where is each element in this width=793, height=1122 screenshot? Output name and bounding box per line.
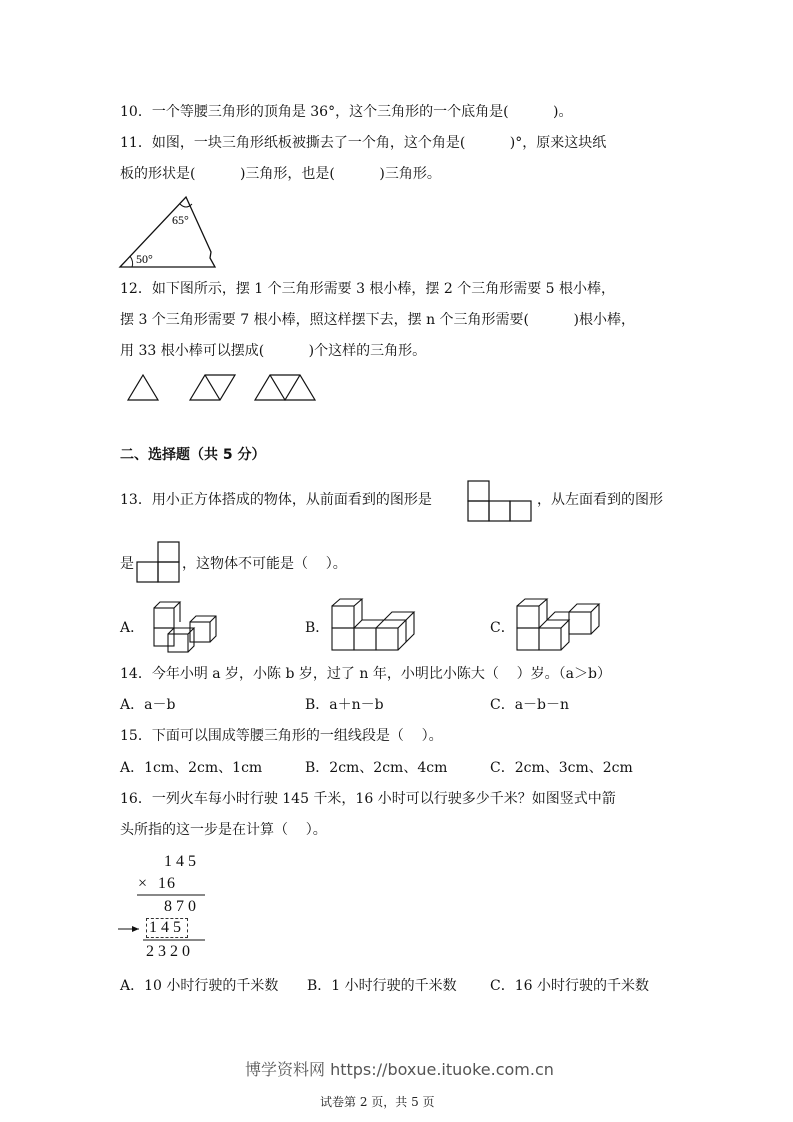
calc-lines	[115, 893, 215, 943]
option-16-a[interactable]: A．10 小时行驶的千米数	[120, 978, 279, 994]
question-15: 15．下面可以围成等腰三角形的一组线段是（ ）。	[120, 728, 443, 744]
question-12-line1: 12．如下图所示，摆 1 个三角形需要 3 根小棒，摆 2 个三角形需要 5 根小棒，	[120, 281, 616, 297]
left-view-figure	[136, 541, 182, 583]
question-14: 14．今年小明 a 岁，小陈 b 岁，过了 n 年，小明比小陈大（ ）岁。（a＞b）	[120, 666, 611, 682]
option-13-c[interactable]: C．	[490, 620, 515, 636]
watermark: 博学资料网 https://boxue.ituoke.com.cn	[245, 1060, 554, 1079]
cube-figure-a	[150, 600, 220, 654]
calc-multiplier: × 16	[138, 875, 177, 892]
calc-partial-1: 870	[164, 898, 200, 915]
option-15-c[interactable]: C．2cm、3cm、2cm	[490, 760, 633, 776]
calc-multiplicand: 145	[164, 853, 200, 870]
angle-50-label: 50°	[136, 252, 153, 266]
question-12-line2: 摆 3 个三角形需要 7 根小棒，照这样摆下去，摆 n 个三角形需要( )根小棒，	[120, 312, 635, 328]
question-10: 10．一个等腰三角形的顶角是 36°，这个三角形的一个底角是( )。	[120, 104, 573, 120]
calc-partial-2-highlighted: 145	[146, 918, 188, 938]
front-view-figure	[467, 480, 533, 522]
question-16-line1: 16．一列火车每小时行驶 145 千米，16 小时可以行驶多少千米？如图竖式中箭	[120, 791, 616, 807]
angle-65-label: 65°	[172, 213, 189, 227]
question-13-part4: ，这物体不可能是（ ）。	[182, 556, 347, 572]
section-2-heading: 二、选择题（共 5 分）	[120, 447, 266, 463]
question-11-line2: 板的形状是( )三角形，也是( )三角形。	[120, 166, 441, 182]
question-13-part2: ，从左面看到的图形	[537, 492, 663, 508]
option-14-a[interactable]: A．a－b	[120, 697, 176, 713]
question-11-line1: 11．如图，一块三角形纸板被撕去了一个角，这个角是( )°，原来这块纸	[120, 135, 607, 151]
option-13-b[interactable]: B．	[305, 620, 330, 636]
calc-result: 2320	[146, 943, 194, 960]
matchstick-triangles-figure	[125, 372, 325, 404]
question-16-line2: 头所指的这一步是在计算（ ）。	[120, 822, 327, 838]
option-15-b[interactable]: B．2cm、2cm、4cm	[305, 760, 448, 776]
option-16-b[interactable]: B．1 小时行驶的千米数	[307, 978, 457, 994]
option-15-a[interactable]: A．1cm、2cm、1cm	[120, 760, 263, 776]
question-13-part1: 13．用小正方体搭成的物体，从前面看到的图形是	[120, 492, 432, 508]
option-16-c[interactable]: C．16 小时行驶的千米数	[490, 978, 649, 994]
torn-triangle-figure	[118, 192, 223, 270]
question-12-line3: 用 33 根小棒可以摆成( )个这样的三角形。	[120, 343, 427, 359]
option-14-c[interactable]: C．a－b－n	[490, 697, 570, 713]
option-14-b[interactable]: B．a＋n－b	[305, 697, 384, 713]
option-13-a[interactable]: A．	[120, 620, 145, 636]
cube-figure-c	[515, 598, 601, 654]
cube-figure-b	[330, 598, 416, 654]
page-number: 试卷第 2 页，共 5 页	[320, 1095, 435, 1109]
question-13-part3: 是	[120, 556, 134, 572]
